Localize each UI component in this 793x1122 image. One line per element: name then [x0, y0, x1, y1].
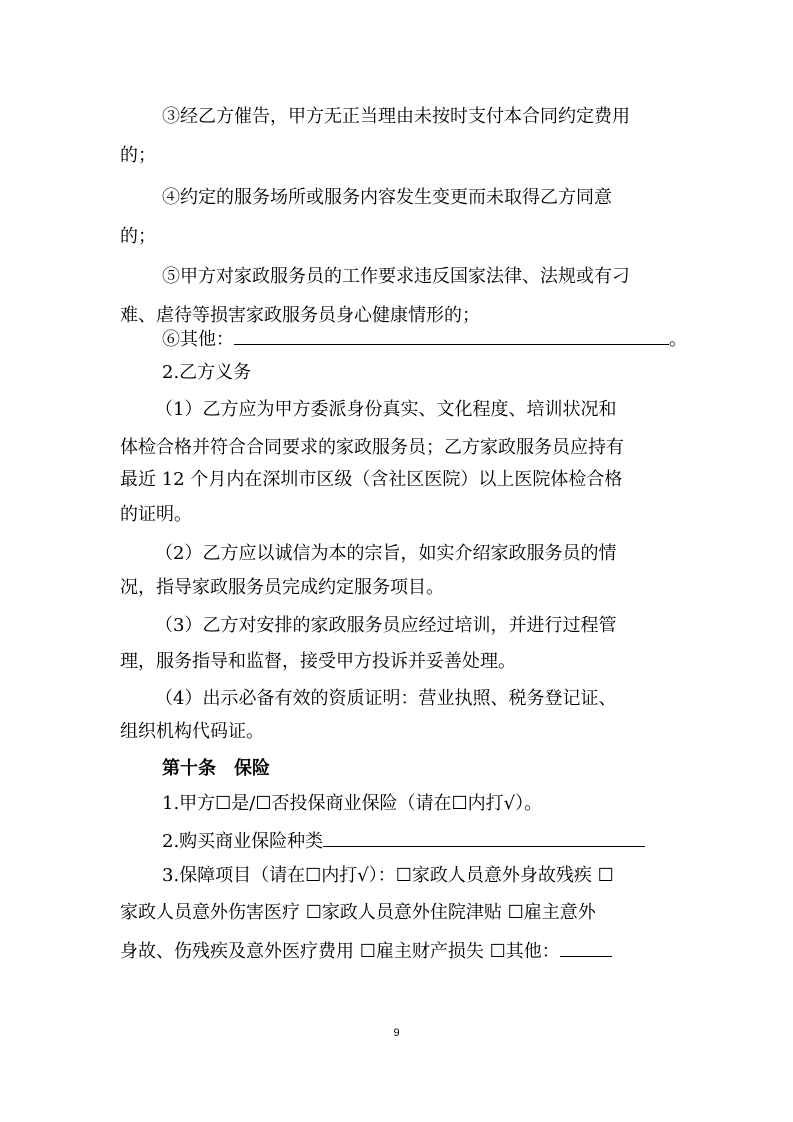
clause-4-line-1: ④约定的服务场所或服务内容发生变更而未取得乙方同意	[162, 187, 612, 208]
clause-3-line-2: 的；	[120, 145, 156, 166]
obligation-3-line-1: （3）乙方对安排的家政服务员应经过培训，并进行过程管	[155, 615, 617, 636]
insurance-item-1: 1.甲方☐是/☐否投保商业保险（请在☐内打√）。	[162, 793, 543, 814]
obligation-1-line-3: 最近 12 个月内在深圳市区级（含社区医院）以上医院体检合格	[120, 469, 623, 490]
insurance-item-3-line-1: 3.保障项目（请在☐内打√）：☐家政人员意外身故残疾 ☐	[162, 865, 614, 886]
obligation-2-line-1: （2）乙方应以诚信为本的宗旨，如实介绍家政服务员的情	[155, 543, 617, 564]
clause-6-blank	[234, 322, 669, 345]
clause-5-line-2: 难、虐待等损害家政服务员身心健康情形的；	[120, 305, 480, 326]
party-b-obligations-heading: 2.乙方义务	[162, 362, 252, 383]
insurance-type-label: 2.购买商业保险种类	[162, 831, 324, 852]
obligation-1-line-4: 的证明。	[120, 504, 192, 525]
insurance-other-blank	[560, 934, 612, 957]
insurance-item-3-line-2: 家政人员意外伤害医疗 ☐家政人员意外住院津贴 ☐雇主意外	[120, 902, 596, 923]
clause-5-line-1: ⑤甲方对家政服务员的工作要求违反国家法律、法规或有刁	[162, 266, 630, 287]
clause-6-label: ⑥其他：	[162, 329, 234, 350]
obligation-3-line-2: 理，服务指导和监督，接受甲方投诉并妥善处理。	[120, 651, 516, 672]
clause-4-line-2: 的；	[120, 226, 156, 247]
section-heading-insurance: 第十条 保险	[162, 758, 270, 779]
insurance-item-2	[162, 824, 645, 860]
insurance-item-3-line-3	[120, 934, 612, 970]
obligation-2-line-2: 况，指导家政服务员完成约定服务项目。	[120, 577, 444, 598]
obligation-4-line-2: 组织机构代码证。	[120, 721, 264, 742]
clause-6-end: 。	[669, 329, 687, 350]
obligation-1-line-2: 体检合格并符合合同要求的家政服务员；乙方家政服务员应持有	[120, 437, 624, 458]
insurance-item-3-text: 身故、伤残疾及意外医疗费用 ☐雇主财产损失 ☐其他：	[120, 941, 560, 962]
page-number: 9	[393, 1027, 400, 1039]
insurance-type-blank	[323, 824, 645, 847]
obligation-1-line-1: （1）乙方应为甲方委派身份真实、文化程度、培训状况和	[155, 399, 617, 420]
obligation-4-line-1: （4）出示必备有效的资质证明：营业执照、税务登记证、	[155, 688, 617, 709]
clause-6-other	[162, 322, 687, 358]
clause-3-line-1: ③经乙方催告，甲方无正当理由未按时支付本合同约定费用	[162, 106, 630, 127]
